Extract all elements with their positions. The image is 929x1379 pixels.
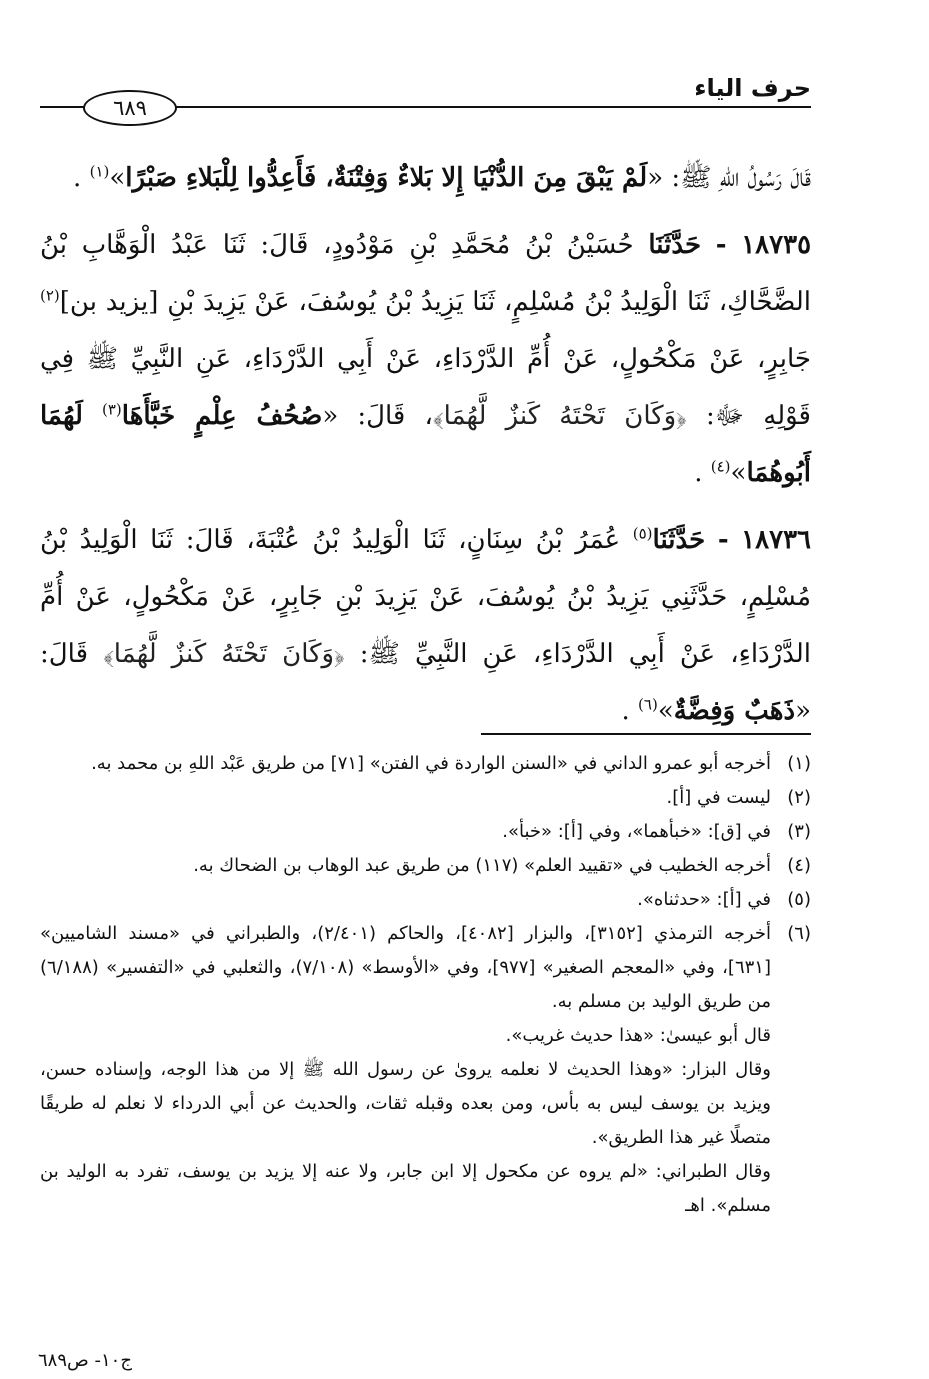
footnote-ref-4: (٤) xyxy=(710,457,731,476)
volume-page-signature: ج١٠- ص٦٨٩ xyxy=(38,1350,132,1371)
footnote-item xyxy=(40,849,811,883)
matn-quote-close: » xyxy=(730,458,747,488)
footnote-ref-6: (٦) xyxy=(638,695,658,714)
footnote-text: أخرجه الترمذي [٣١٥٢]، والبزار [٤٠٨٢]، والحاكم (٢/٤٠١)، والطبراني في «مسند الشاميين» [٦٣١]، وفي «المعجم الصغير» [٩٧٧]، وفي «الأوسط» (٧/١٠٨)، والثعلبي في «التفسير» (٦/١٨٨) من طريق الوليد بن مسلم به. xyxy=(40,923,771,1012)
hadith-dash: - xyxy=(717,525,729,555)
footnote-item xyxy=(40,815,811,849)
hadith-number: ١٨٧٣٥ xyxy=(741,230,812,260)
footnote-number: (٤) xyxy=(787,855,811,876)
page-header xyxy=(40,72,811,132)
intro-end: . xyxy=(73,163,82,193)
footnote-item xyxy=(40,781,811,815)
footnote-ref-3: (٣) xyxy=(102,400,122,419)
footnote-item xyxy=(40,883,811,917)
footnote-separator xyxy=(481,733,811,735)
footnote-text: في [أ]: «حدثناه». xyxy=(637,889,771,910)
isnad-text: حُسَيْنُ بْنُ مُحَمَّدِ بْنِ مَوْدُودٍ، قَالَ: ثَنَا عَبْدُ الْوَهَّابِ بْنُ الضَّحَّاكِ، ثَنَا الْوَلِيدُ بْنُ مُسْلِمٍ، ثَنَا يَزِيدُ بْنُ يُوسُفَ، عَنْ يَزِيدَ بْنِ [يزيد بن] xyxy=(40,230,811,317)
haddathana-word: حَدَّثَنَا xyxy=(648,230,702,260)
footnote-text: في [ق]: «خبأهما»، وفي [أ]: «خبأ». xyxy=(502,821,771,842)
footnote-number: (١) xyxy=(787,753,811,774)
hadith-end: . xyxy=(621,696,630,726)
footnote-text: أخرجه أبو عمرو الداني في «السنن الواردة في الفتن» [٧١] من طريق عَبْد اللهِ بن محمد به. xyxy=(91,753,771,774)
footnote-item xyxy=(40,917,811,1019)
footnote-quote: قال أبو عيسىٰ: «هذا حديث غريب». xyxy=(505,1025,771,1046)
hadith-end: . xyxy=(694,458,703,488)
hadith-18736 xyxy=(40,512,811,740)
hadith-18735 xyxy=(40,217,811,502)
footnote-text: أخرجه الخطيب في «تقييد العلم» (١١٧) من طريق عبد الوهاب بن الضحاك به. xyxy=(193,855,771,876)
matn-text: صُحُفُ عِلْمٍ خَبَّأَهَا xyxy=(121,401,323,431)
footnote-number: (٣) xyxy=(787,821,811,842)
hadith-dash: - xyxy=(715,230,727,260)
matn-text-cont: لَهُمَا أَبُوهُمَا xyxy=(40,401,811,488)
isnad-text: عُمَرُ بْنُ سِنَانٍ، ثَنَا الْوَلِيدُ بْنُ عُتْبَةَ، قَالَ: ثَنَا الْوَلِيدُ بْنُ مُسْلِمٍ، حَدَّثَنِي يَزِيدُ بْنُ يُوسُفَ، عَنْ يَزِيدَ بْنِ جَابِرٍ، عَنْ مَكْحُولٍ، عَنْ أُمِّ الدَّرْدَاءِ، عَنْ أَبِي الدَّرْدَاءِ، عَنِ النَّبِيِّ ﷺ: xyxy=(40,525,811,669)
page-number-badge: ٦٨٩ xyxy=(83,90,177,126)
qala-text: قَالَ: « xyxy=(40,639,811,726)
footnote-quote: وقال البزار: «وهذا الحديث لا نعلمه يروىٰ عن رسول الله ﷺ إلا من هذا الوجه، وإسناده حسن، ويزيد بن يوسف ليس به بأس، ومن بعده وقبله ثقات، والحديث عن أبي الدرداء لا نعلم له طريقًا متصلًا غير هذا الطريق». xyxy=(40,1059,771,1148)
intro-hadith-text: لَمْ يَبْقَ مِنَ الدُّنْيَا إِلا بَلاءٌ وَفِتْنَةٌ، فَأَعِدُّوا لِلْبَلاءِ صَبْرًا xyxy=(125,163,648,193)
footnote-quote: وقال الطبراني: «لم يروه عن مكحول إلا ابن جابر، ولا عنه إلا يزيد بن يوسف، تفرد به الوليد بن مسلم». اهـ xyxy=(40,1161,771,1216)
footnote-item xyxy=(40,747,811,781)
chapter-title: حرف الياء xyxy=(694,74,811,102)
intro-text: قَالَ رَسُولُ اللهِ ﷺ: « xyxy=(647,163,811,193)
footnotes xyxy=(40,747,811,1223)
qala-text: ، قَالَ: « xyxy=(322,401,433,431)
intro-paragraph xyxy=(40,150,811,207)
footnote-ref-5: (٥) xyxy=(632,524,653,543)
hadith-number: ١٨٧٣٦ xyxy=(741,525,811,555)
quran-verse: ﴿وَكَانَ تَحْتَهُ كَنزٌ لَّهُمَا﴾ xyxy=(103,639,345,669)
footnote-number: (٥) xyxy=(787,889,811,910)
quran-verse: ﴿وَكَانَ تَحْتَهُ كَنزٌ لَّهُمَا﴾ xyxy=(432,401,687,431)
haddathana-word: حَدَّثَنَا xyxy=(652,525,706,555)
intro-quote-close: » xyxy=(109,163,126,193)
footnote-ref-2: (٢) xyxy=(40,286,60,305)
footnote-ref-1: (١) xyxy=(89,162,110,181)
matn-text: ذَهَبٌ وَفِضَّةٌ xyxy=(673,696,796,726)
matn-quote-close: » xyxy=(657,696,674,726)
isnad-text-cont: جَابِرٍ، عَنْ مَكْحُولٍ، عَنْ أُمِّ الدَّرْدَاءِ، عَنْ أَبِي الدَّرْدَاءِ، عَنِ النَّبِيِّ ﷺ فِي قَوْلِهِ ﷻ: xyxy=(40,344,811,431)
footnote-text: ليست في [أ]. xyxy=(666,787,771,808)
footnote-number: (٦) xyxy=(787,923,811,944)
main-text xyxy=(40,150,811,740)
footnote-number: (٢) xyxy=(787,787,811,808)
